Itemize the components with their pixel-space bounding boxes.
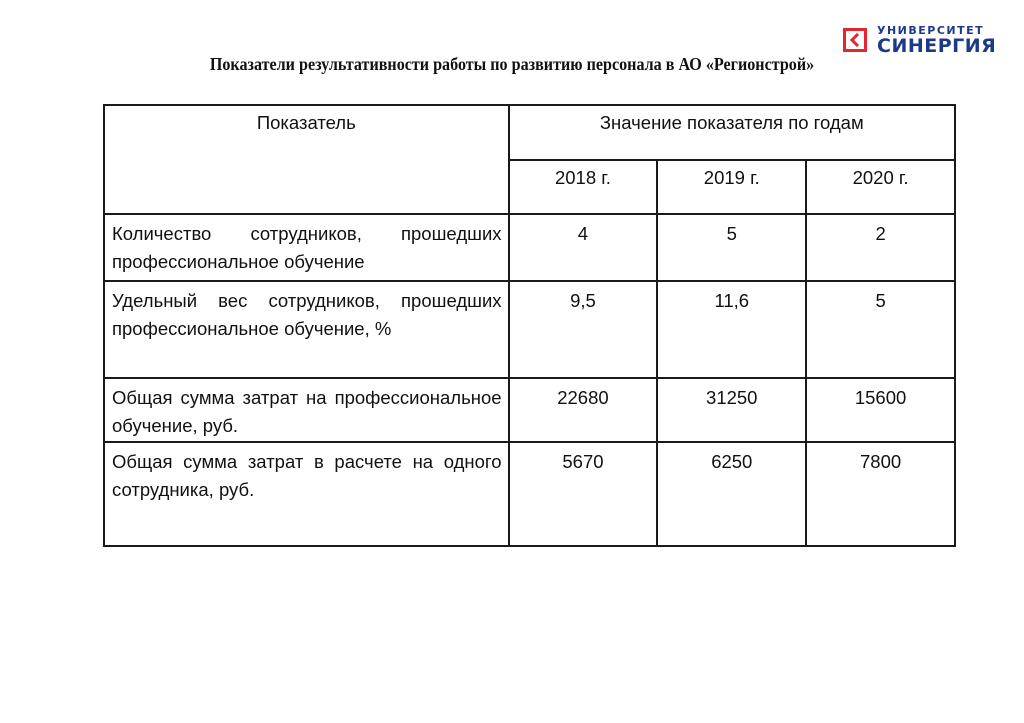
row-value-2019: 31250 [657,378,806,442]
table-row [104,442,955,546]
indicators-table [103,104,956,547]
row-value-2018: 5670 [509,442,658,546]
header-year-2020: 2020 г. [806,160,955,214]
row-value-2018: 4 [509,214,658,281]
row-value-2020: 7800 [806,442,955,546]
row-value-2020: 5 [806,281,955,378]
header-year-2019: 2019 г. [657,160,806,214]
row-indicator: Удельный вес сотрудников, прошедших профессиональное обучение, % [104,281,509,378]
header-values-by-year: Значение показателя по годам [509,105,955,160]
row-indicator: Общая сумма затрат в расчете на одного сотрудника, руб. [104,442,509,546]
page-title: Показатели результативности работы по развитию персонала в АО «Регионстрой» [209,54,815,74]
row-value-2019: 6250 [657,442,806,546]
row-indicator: Общая сумма затрат на профессиональное обучение, руб. [104,378,509,442]
header-indicator: Показатель [104,105,509,214]
row-value-2018: 9,5 [509,281,658,378]
chevron-left-icon [843,28,867,52]
logo-line-1: УНИВЕРСИТЕТ [877,23,985,37]
row-indicator: Количество сотрудников, прошедших профессиональное обучение [104,214,509,281]
header-year-2018: 2018 г. [509,160,658,214]
row-value-2020: 2 [806,214,955,281]
row-value-2020: 15600 [806,378,955,442]
table-row [104,214,955,281]
row-value-2019: 5 [657,214,806,281]
logo-line-2: СИНЕРГИЯ [877,34,997,57]
row-value-2019: 11,6 [657,281,806,378]
row-value-2018: 22680 [509,378,658,442]
table-row [104,281,955,378]
table-row [104,378,955,442]
synergy-logo [843,22,996,58]
